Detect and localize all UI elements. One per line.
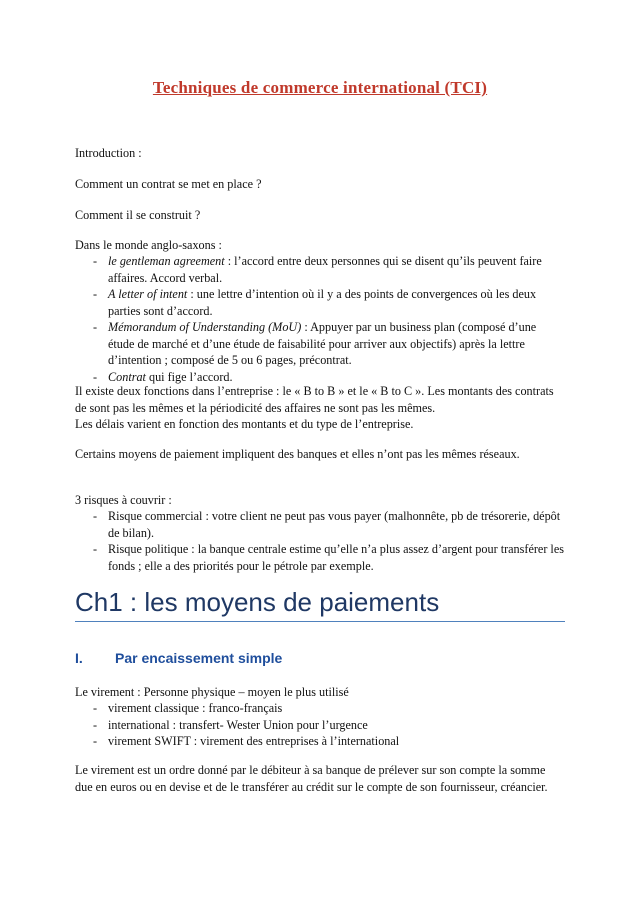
intro-question-2: Comment il se construit ? xyxy=(75,208,201,222)
risque-commercial: Risque commercial : votre client ne peut pas vous payer (malhonnête, pb de trésorerie, dépôt de bilan). xyxy=(108,509,561,540)
moyens-paragraph: Certains moyens de paiement impliquent des banques et elles n’ont pas les mêmes réseaux. xyxy=(75,447,520,461)
list-dash: - xyxy=(93,542,98,556)
list-item xyxy=(75,541,565,574)
section-number: I. xyxy=(75,650,83,666)
list-item xyxy=(75,700,565,717)
list-dash: - xyxy=(93,734,98,748)
intro-label: Introduction : xyxy=(75,146,142,160)
list-dash: - xyxy=(93,254,98,268)
term-gentleman-agreement: le gentleman agreement xyxy=(108,254,225,268)
virement-swift: virement SWIFT : virement des entreprises à l’international xyxy=(108,734,400,748)
term-definition: qui fige l’accord. xyxy=(145,369,233,384)
term-definition: : l’accord entre deux personnes qui se disent qu’ils peuvent faire affaires. Accord verbal. xyxy=(108,254,542,285)
list-item xyxy=(75,319,565,369)
list-dash: - xyxy=(93,509,98,523)
fonctions-paragraph: Il existe deux fonctions dans l’entreprise : le « B to B » et le « B to C ». Les montants des contrats de sont pas les mêmes et la périodicité des affaires ne sont pas les mêmes. xyxy=(75,384,554,415)
risque-politique: Risque politique : la banque centrale estime qu’elle n’a plus assez d’argent pour transférer les fonds ; elle a des priorités pour le pétrole par exemple. xyxy=(108,542,564,573)
list-dash: - xyxy=(93,369,98,384)
anglo-label: Dans le monde anglo-saxons : xyxy=(75,238,222,252)
term-letter-of-intent: A letter of intent xyxy=(108,287,188,301)
list-dash: - xyxy=(93,320,98,334)
virement-definition: Le virement est un ordre donné par le débiteur à sa banque de prélever sur son compte la somme due en euros ou en devise et de le transférer au crédit sur le compte de son fournisseur, créancier. xyxy=(75,763,548,794)
section-title: Par encaissement simple xyxy=(115,650,283,666)
delais-paragraph: Les délais varient en fonction des montants et du type de l’entreprise. xyxy=(75,417,414,431)
list-item xyxy=(75,733,565,750)
chapter-heading: Ch1 : les moyens de paiements xyxy=(75,587,440,617)
list-dash: - xyxy=(93,717,98,732)
term-definition: : Appuyer par un business plan (composé d’une étude de marché et d’une étude de faisabilité pour arriver aux objectifs) après la lettre d’intention ; composé de 5 ou 6 pages, précontrat. xyxy=(108,320,537,367)
term-mou: Mémorandum of Understanding (MoU) xyxy=(108,320,302,334)
section-heading xyxy=(75,650,282,666)
list-dash: - xyxy=(93,287,98,301)
list-item xyxy=(75,253,565,286)
list-dash: - xyxy=(93,701,98,715)
virement-intro: Le virement : Personne physique – moyen le plus utilisé xyxy=(75,685,349,699)
anglo-list xyxy=(75,253,565,385)
risques-list xyxy=(75,508,565,574)
list-item xyxy=(75,717,565,734)
chapter-divider xyxy=(75,621,565,622)
virement-international: international : transfert- Wester Union pour l’urgence xyxy=(108,717,368,732)
list-item xyxy=(75,286,565,319)
list-item xyxy=(75,508,565,541)
virement-classique: virement classique : franco-français xyxy=(108,701,283,715)
risques-label: 3 risques à couvrir : xyxy=(75,493,172,507)
virement-list xyxy=(75,700,565,750)
term-contrat: Contrat xyxy=(108,369,146,384)
document-title: Techniques de commerce international (TCI) xyxy=(152,78,488,97)
intro-question-1: Comment un contrat se met en place ? xyxy=(75,177,262,191)
term-definition: : une lettre d’intention où il y a des points de convergences où les deux parties sont d’accord. xyxy=(108,287,537,318)
